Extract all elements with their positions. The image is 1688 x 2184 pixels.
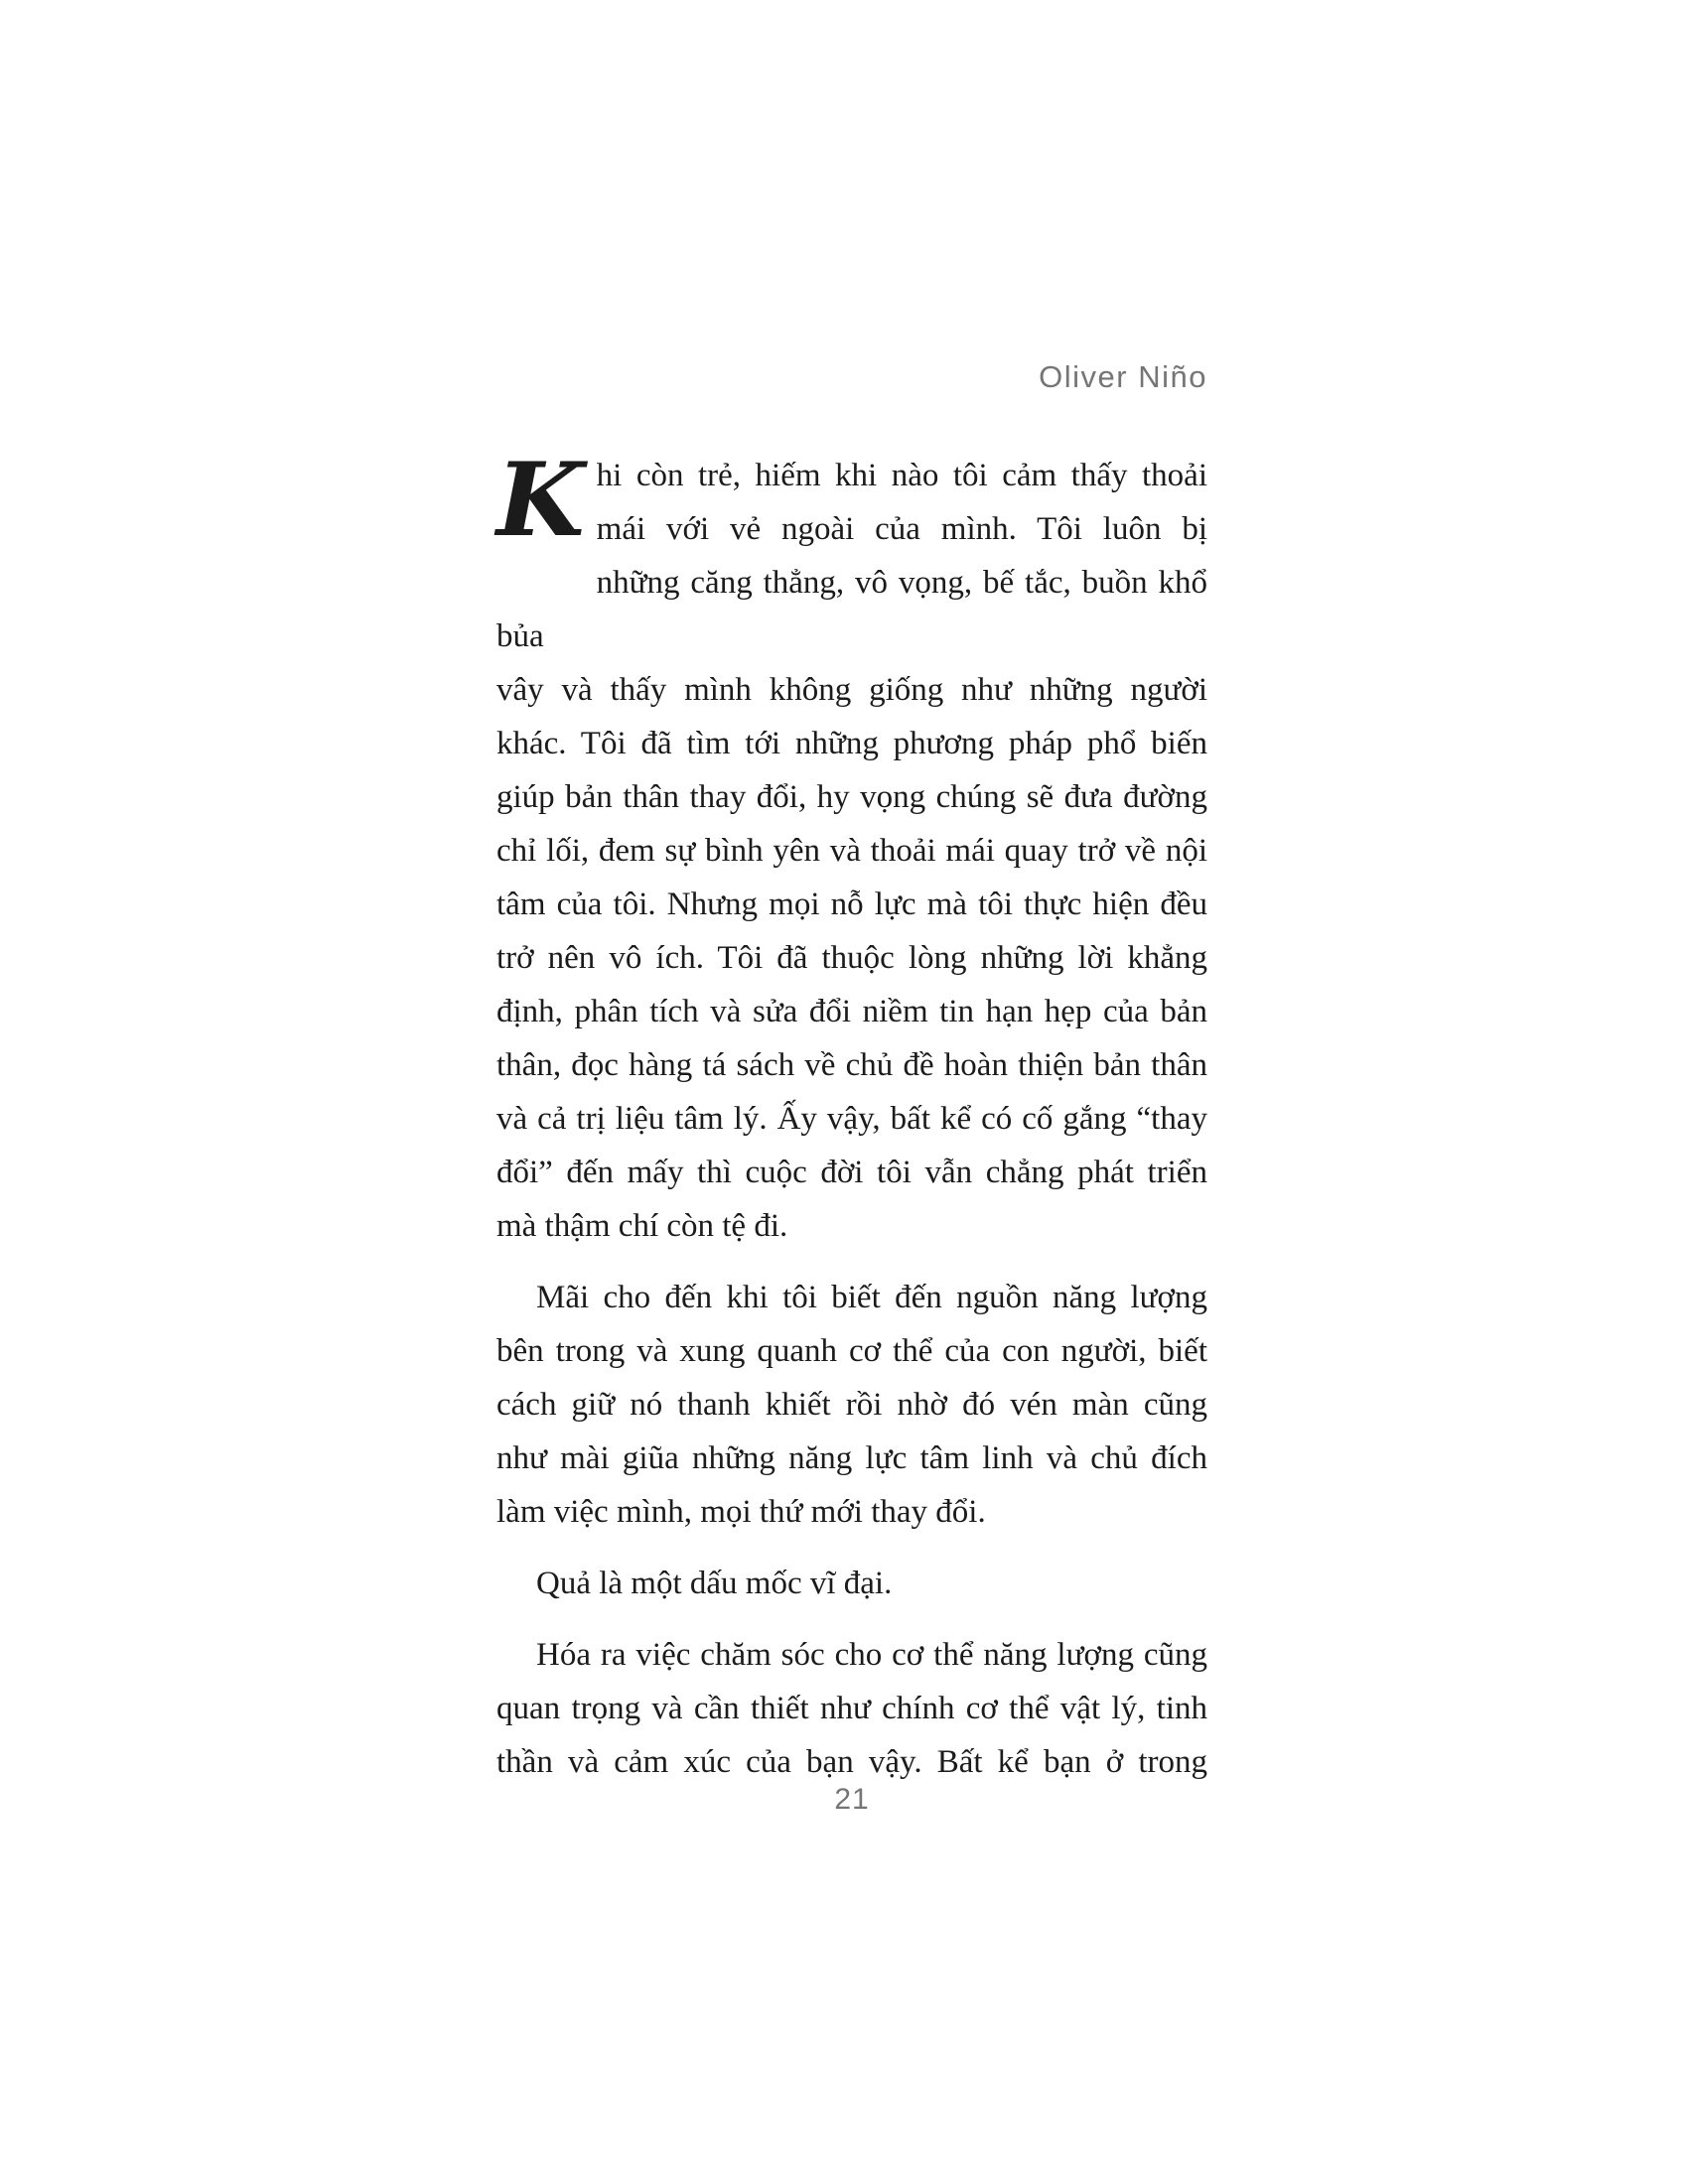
drop-cap-letter: K [496, 441, 585, 560]
page-number: 21 [834, 1783, 870, 1816]
text-line: tâm của tôi. Nhưng mọi nỗ lực mà tôi thực hiện đều [496, 887, 1207, 922]
text-line: chỉ lối, đem sự bình yên và thoải mái quay trở về nội [496, 833, 1207, 869]
text-line: bên trong và xung quanh cơ thể của con người, biết [496, 1333, 1207, 1369]
text-line: Quả là một dấu mốc vĩ đại. [536, 1566, 893, 1601]
text-line: Hóa ra việc chăm sóc cho cơ thể năng lượng cũng [536, 1637, 1207, 1673]
text-line: trở nên vô ích. Tôi đã thuộc lòng những lời khẳng [496, 940, 1207, 976]
text-line: những căng thẳng, vô vọng, bế tắc, buồn khổ bủa [496, 565, 1207, 654]
text-line: mà thậm chí còn tệ đi. [496, 1208, 788, 1244]
paragraph [496, 1557, 1207, 1610]
text-line: thần và cảm xúc của bạn vậy. Bất kể bạn ở trong [496, 1744, 1207, 1780]
text-line: làm việc mình, mọi thứ mới thay đổi. [496, 1494, 986, 1530]
text-line: quan trọng và cần thiết như chính cơ thể vật lý, tinh [496, 1691, 1207, 1726]
page-body [496, 441, 1207, 1807]
paragraph [496, 441, 1207, 1253]
text-line: hi còn trẻ, hiếm khi nào tôi cảm thấy thoải [596, 458, 1207, 493]
running-header-author: Oliver Niño [1039, 359, 1207, 394]
text-line: định, phân tích và sửa đổi niềm tin hạn hẹp của bản [496, 994, 1207, 1029]
text-line: như mài giũa những năng lực tâm linh và chủ đích [496, 1440, 1207, 1476]
text-line: giúp bản thân thay đổi, hy vọng chúng sẽ đưa đường [496, 779, 1207, 815]
text-line: vây và thấy mình không giống như những người [496, 672, 1207, 708]
text-line: đổi” đến mấy thì cuộc đời tôi vẫn chẳng phát triển [496, 1155, 1207, 1190]
text-line: và cả trị liệu tâm lý. Ấy vậy, bất kể có cố gắng “thay [496, 1101, 1207, 1137]
text-line: thân, đọc hàng tá sách về chủ đề hoàn thiện bản thân [496, 1047, 1207, 1083]
paragraph [496, 1628, 1207, 1789]
text-line: khác. Tôi đã tìm tới những phương pháp phổ biến [496, 726, 1207, 761]
text-line: mái với vẻ ngoài của mình. Tôi luôn bị [596, 511, 1207, 547]
paragraph [496, 1271, 1207, 1539]
text-line: cách giữ nó thanh khiết rồi nhờ đó vén màn cũng [496, 1387, 1207, 1423]
text-line: Mãi cho đến khi tôi biết đến nguồn năng lượng [536, 1280, 1207, 1315]
